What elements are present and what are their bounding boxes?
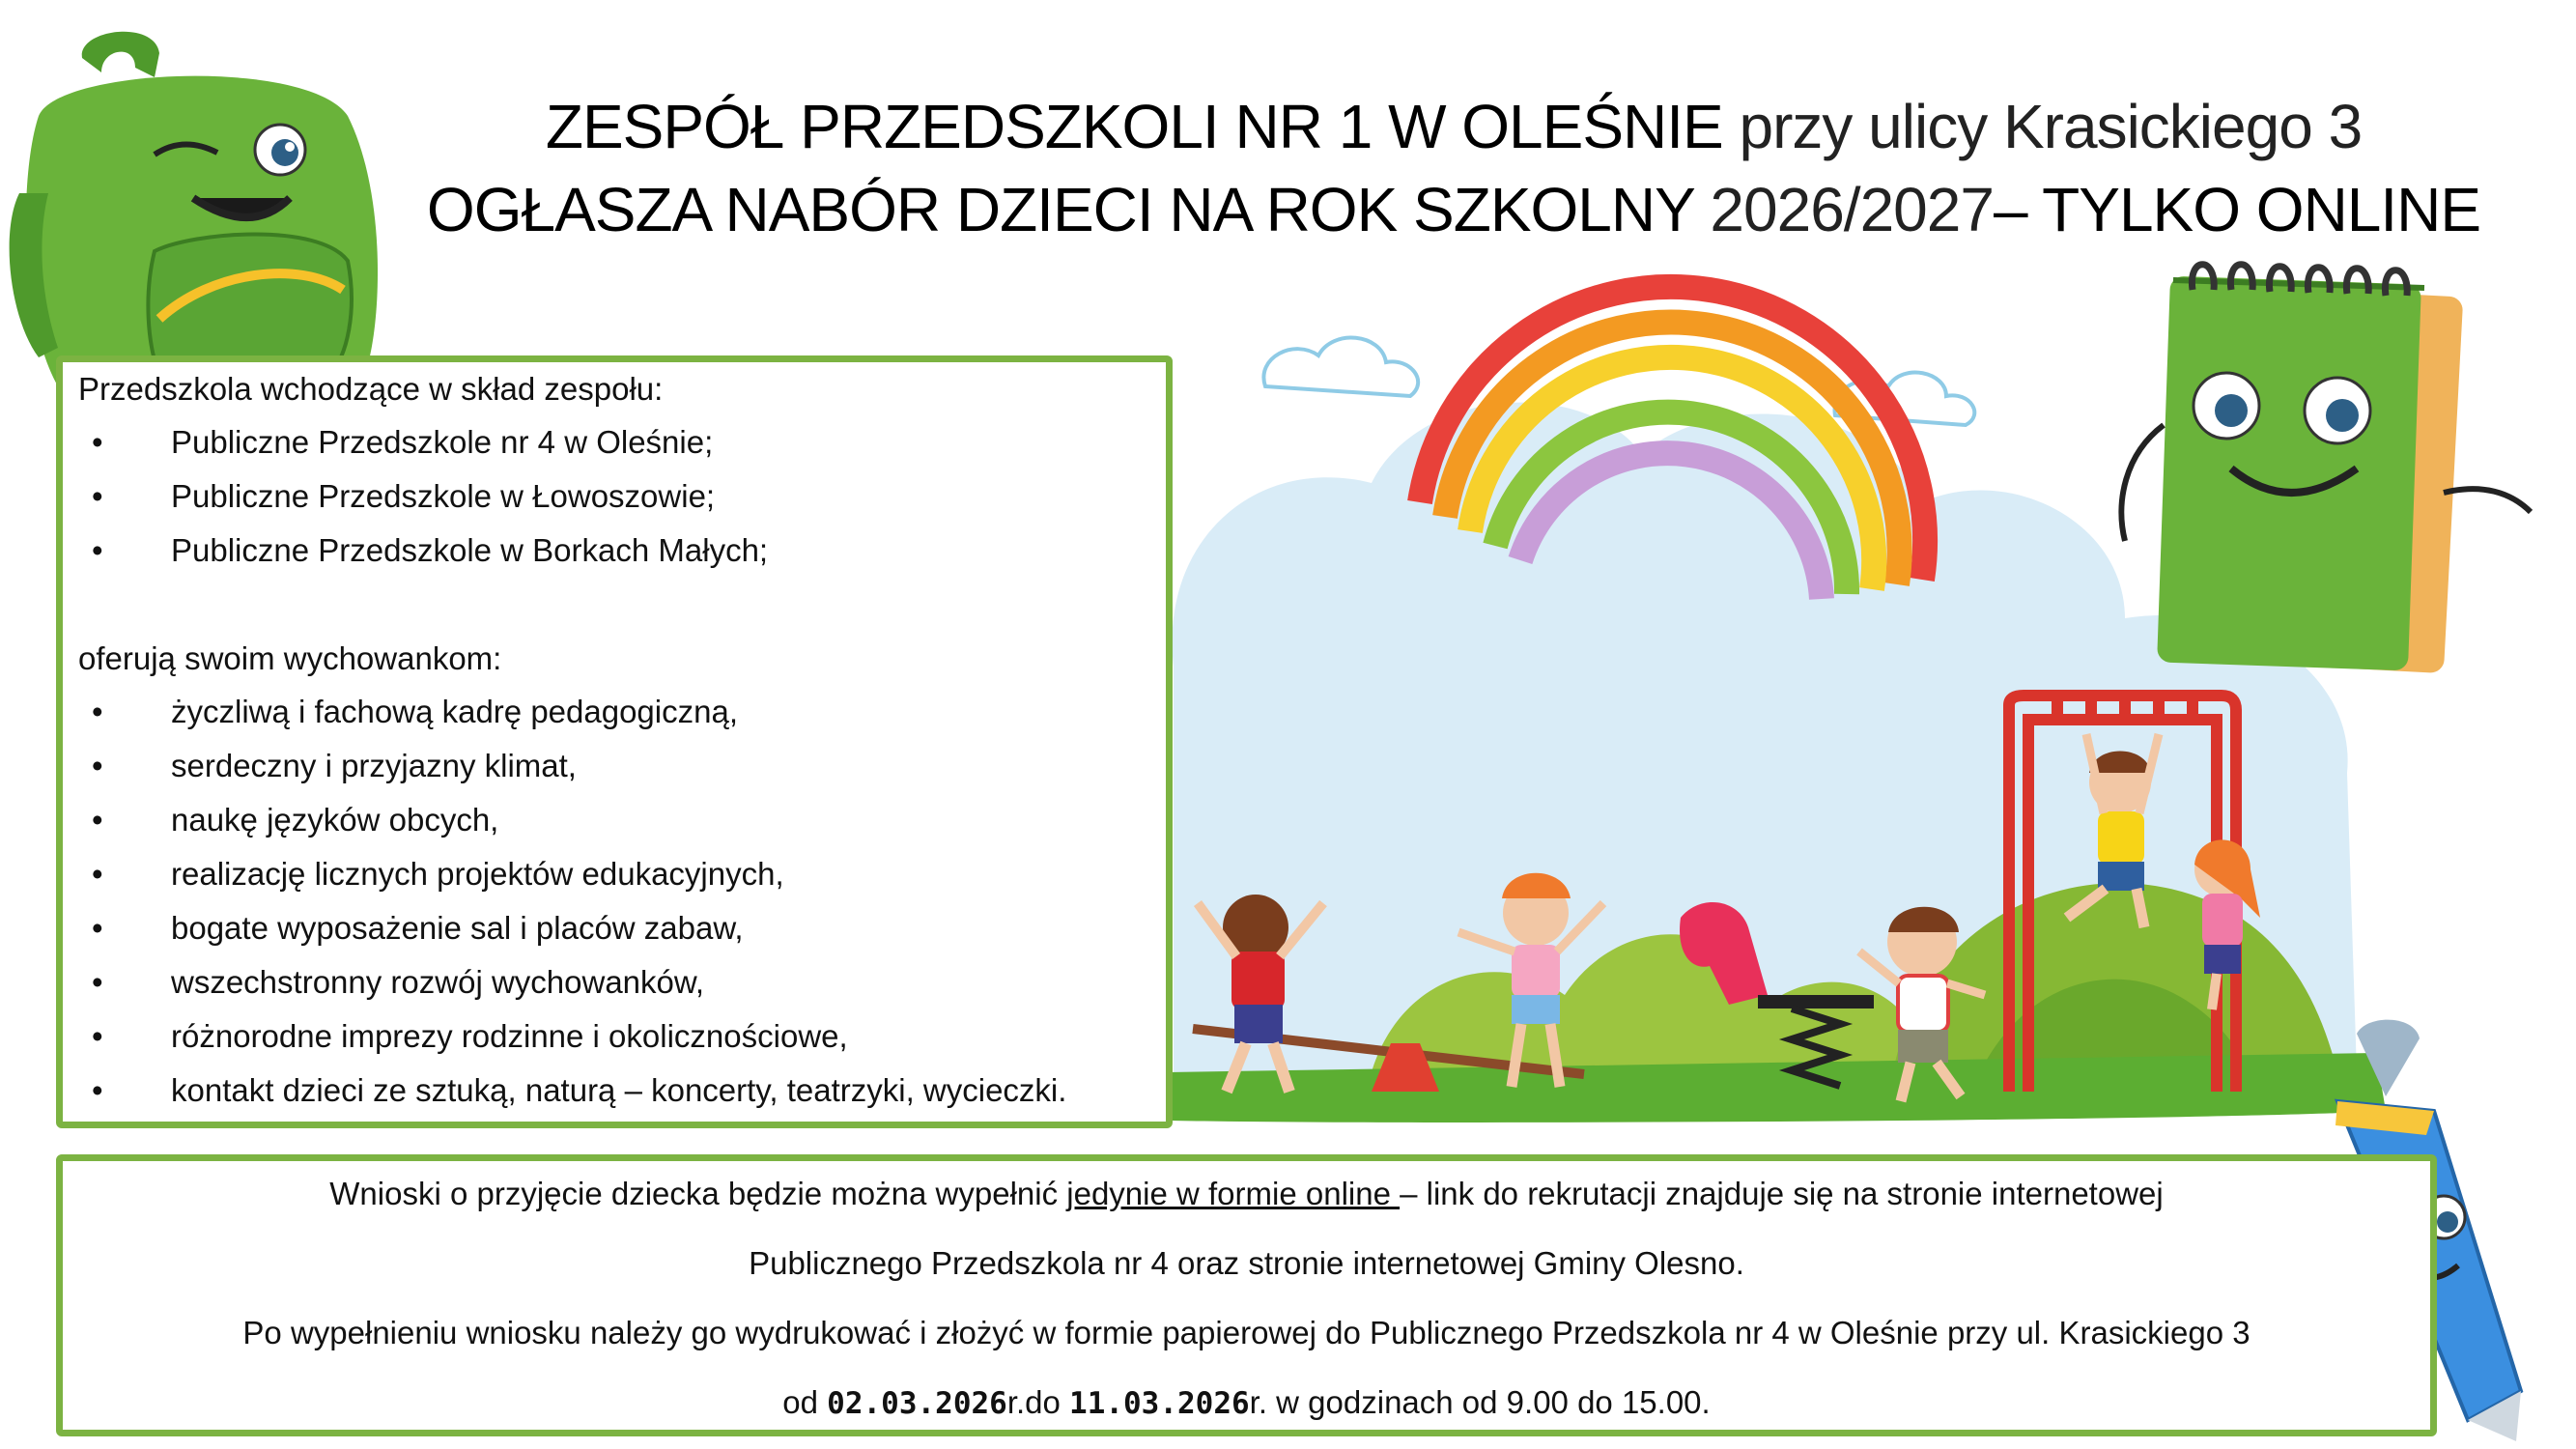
- offer-intro: oferują swoim wychowankom:: [78, 640, 502, 676]
- title-announcement: OGŁASZA NABÓR DZIECI NA ROK SZKOLNY: [426, 175, 1711, 244]
- list-item: • serdeczny i przyjazny klimat,: [78, 739, 1141, 793]
- info-text: – link do rekrutacji znajduje się na stronie internetowej: [1400, 1176, 2164, 1211]
- title-online-only: – TYLKO ONLINE: [1993, 175, 2481, 244]
- list-item: • Publiczne Przedszkole w Łowoszowie;: [78, 469, 1141, 524]
- schools-intro: Przedszkola wchodzące w skład zespołu:: [78, 371, 664, 407]
- info-line-3: Po wypełnieniu wniosku należy go wydrukować i złożyć w formie papierowej do Publicznego Przedszkola nr 4 w Oleśnie przy ul. Krasickiego 3: [242, 1315, 2250, 1350]
- list-item: • życzliwą i fachową kadrę pedagogiczną,: [78, 685, 1141, 739]
- info-text: Wnioski o przyjęcie dziecka będzie można wypełnić: [329, 1176, 1067, 1211]
- list-item: • Publiczne Przedszkole nr 4 w Oleśnie;: [78, 415, 1141, 469]
- info-line-4: [63, 1368, 2430, 1438]
- list-item: • różnorodne imprezy rodzinne i okolicznościowe,: [78, 1009, 1141, 1064]
- date-from: 02.03.2026: [827, 1386, 1007, 1421]
- info-line-2: Publicznego Przedszkola nr 4 oraz stronie internetowej Gminy Olesno.: [749, 1245, 1744, 1281]
- info-line-1: [63, 1159, 2430, 1229]
- title-line-1: [348, 85, 2560, 168]
- list-item: • bogate wyposażenie sal i placów zabaw,: [78, 901, 1141, 955]
- enrollment-info-box: [56, 1154, 2437, 1436]
- page-title: [348, 85, 2560, 251]
- list-item: • kontakt dzieci ze sztuką, naturą – koncerty, teatrzyki, wycieczki.: [78, 1064, 1141, 1118]
- info-text: r.do: [1006, 1384, 1070, 1420]
- list-item: • wszechstronny rozwój wychowanków,: [78, 955, 1141, 1009]
- cloud-left: [1263, 338, 1418, 396]
- schools-list: [78, 415, 1141, 578]
- info-text: od: [782, 1384, 828, 1420]
- notebook-character: [2121, 265, 2531, 673]
- online-form-note: jedynie w formie online: [1066, 1176, 1401, 1211]
- backpack-character: [10, 32, 378, 386]
- title-school-name: ZESPÓŁ PRZEDSZKOLI NR 1 W OLEŚNIE: [545, 92, 1723, 161]
- title-line-2: [348, 168, 2560, 251]
- list-item: • Publiczne Przedszkole w Borkach Małych;: [78, 524, 1141, 578]
- schools-list-box: [56, 355, 1173, 1128]
- title-address: przy ulicy Krasickiego 3: [1722, 92, 2363, 161]
- list-item: • realizację licznych projektów edukacyjnych,: [78, 847, 1141, 901]
- list-item: • naukę języków obcych,: [78, 793, 1141, 847]
- info-text: r. w godzinach od 9.00 do 15.00.: [1249, 1384, 1711, 1420]
- title-school-year: 2026/2027: [1710, 175, 1994, 244]
- date-to: 11.03.2026: [1069, 1386, 1250, 1421]
- offer-list: [78, 685, 1141, 1118]
